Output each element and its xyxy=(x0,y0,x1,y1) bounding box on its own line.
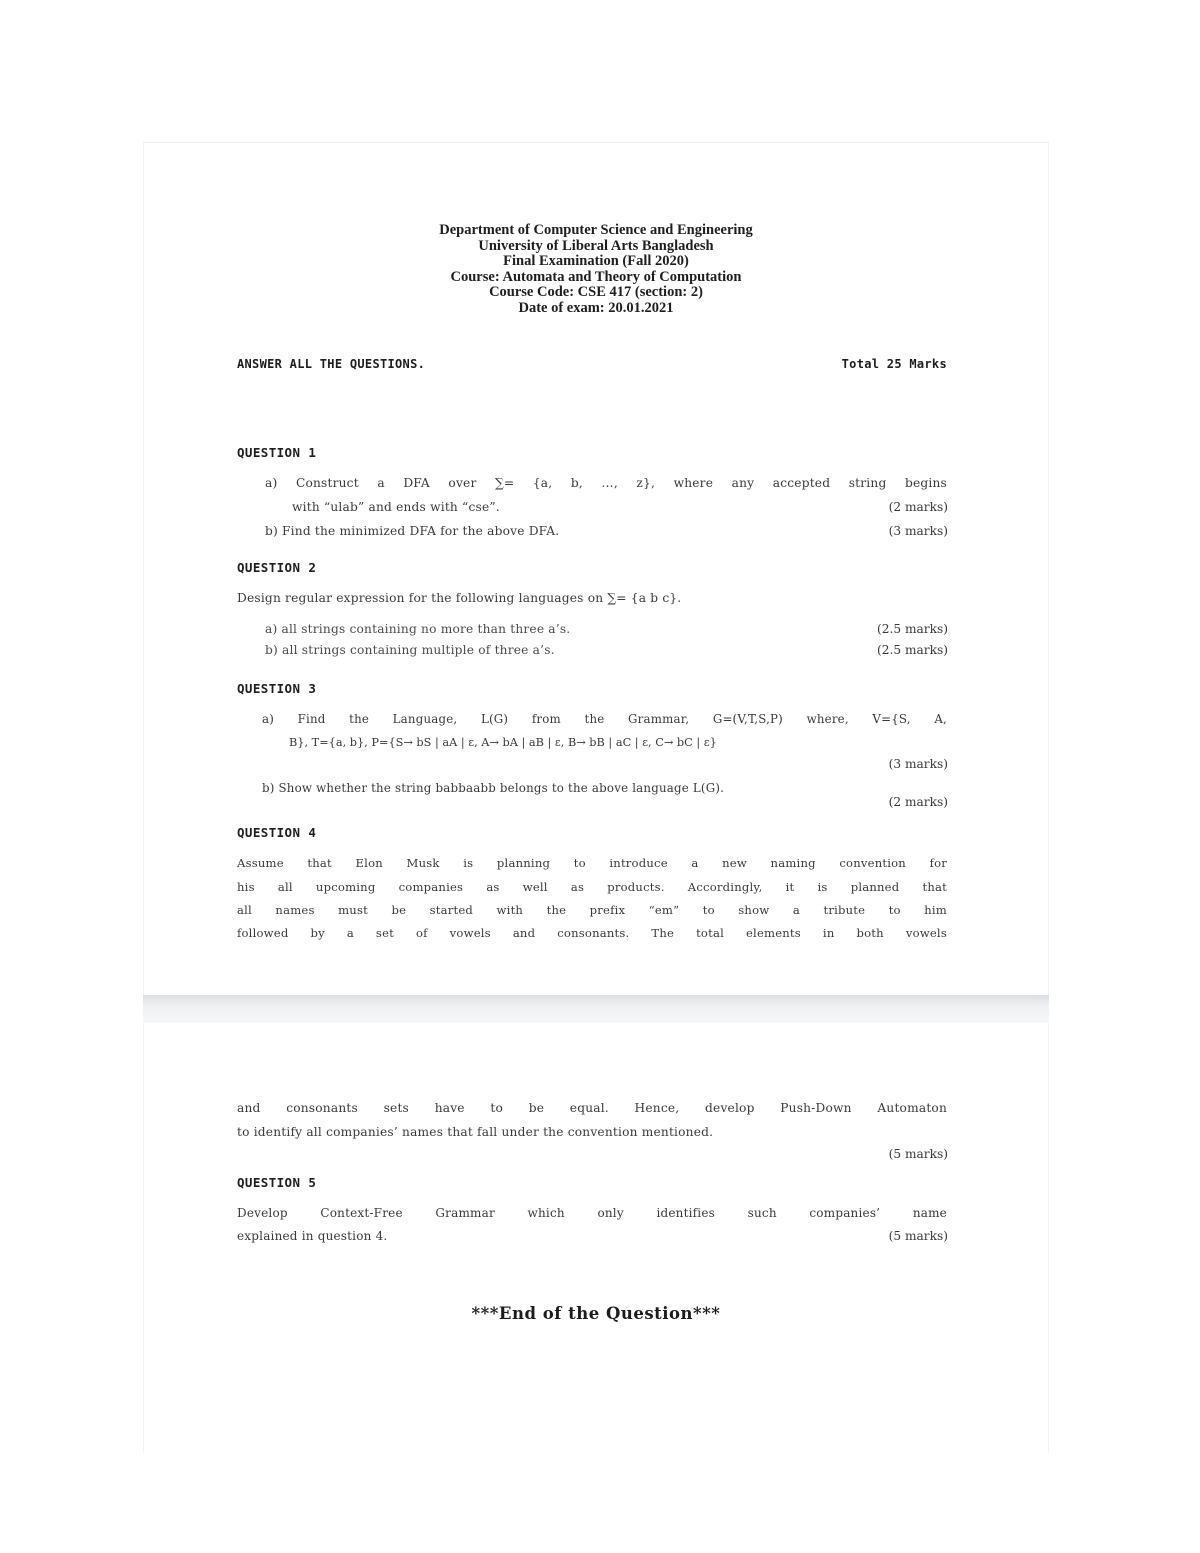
total-marks: Total 25 Marks xyxy=(841,357,947,371)
q3-part-a-marks: (3 marks) xyxy=(888,757,948,771)
question-1-title: QUESTION 1 xyxy=(237,445,317,460)
q2-part-a-marks: (2.5 marks) xyxy=(876,622,948,636)
university-name: University of Liberal Arts Bangladesh xyxy=(478,237,714,254)
q3-part-a-line2: B}, T={a, b}, P={S→ bS | aA | ε, A→ bA | aB | ε, B→ bB | aC | ε, C→ bC | ε} xyxy=(289,736,717,749)
q4-line3: all names must be started with the prefix “em” to show a tribute to him xyxy=(237,903,947,917)
question-4-title: QUESTION 4 xyxy=(237,825,317,840)
end-of-question: ***End of the Question*** xyxy=(471,1304,721,1323)
q1-part-a-line1: a) Construct a DFA over ∑= {a, b, …, z}, where any accepted string begins xyxy=(265,476,947,490)
q2-part-b-marks: (2.5 marks) xyxy=(876,643,948,657)
q4-line5: and consonants sets have to be equal. Hence, develop Push-Down Automaton xyxy=(237,1101,947,1115)
q4-line1: Assume that Elon Musk is planning to introduce a new naming convention for xyxy=(237,856,947,870)
exam-page-top xyxy=(143,142,1049,995)
q4-line4: followed by a set of vowels and consonants. The total elements in both vowels xyxy=(237,926,947,940)
question-5-title: QUESTION 5 xyxy=(237,1175,317,1190)
q5-line2: explained in question 4. xyxy=(237,1229,388,1243)
q3-part-a-line1: a) Find the Language, L(G) from the Grammar, G=(V,T,S,P) where, V={S, A, xyxy=(262,712,947,726)
q2-part-a: a) all strings containing no more than three a’s. xyxy=(265,622,571,636)
q5-marks: (5 marks) xyxy=(888,1229,948,1243)
course-code: Course Code: CSE 417 (section: 2) xyxy=(489,284,703,301)
q3-part-b: b) Show whether the string babbaabb belongs to the above language L(G). xyxy=(262,781,725,795)
q5-line1: Develop Context-Free Grammar which only identifies such companies’ name xyxy=(237,1206,947,1220)
q2-part-b: b) all strings containing multiple of three a’s. xyxy=(265,643,555,657)
department-title: Department of Computer Science and Engineering xyxy=(439,222,753,238)
question-3-title: QUESTION 3 xyxy=(237,681,317,696)
q4-line6: to identify all companies’ names that fall under the convention mentioned. xyxy=(237,1125,714,1139)
q1-part-a-marks: (2 marks) xyxy=(888,500,948,514)
q1-part-b: b) Find the minimized DFA for the above DFA. xyxy=(265,524,560,538)
exam-header xyxy=(144,223,1048,317)
q4-marks: (5 marks) xyxy=(888,1147,948,1161)
instructions-text: ANSWER ALL THE QUESTIONS. xyxy=(237,357,426,371)
course-name: Course: Automata and Theory of Computation xyxy=(450,268,742,285)
q4-line2: his all upcoming companies as well as products. Accordingly, it is planned that xyxy=(237,880,947,894)
instructions-row xyxy=(237,357,947,371)
q1-part-b-marks: (3 marks) xyxy=(888,524,948,538)
q1-part-a-line2: with “ulab” and ends with “cse”. xyxy=(292,500,500,514)
exam-date: Date of exam: 20.01.2021 xyxy=(518,299,674,316)
question-2-title: QUESTION 2 xyxy=(237,560,317,575)
q3-part-b-marks: (2 marks) xyxy=(888,795,948,809)
exam-title: Final Examination (Fall 2020) xyxy=(503,253,689,270)
q2-intro: Design regular expression for the following languages on ∑= {a b c}. xyxy=(237,591,682,605)
page-separator xyxy=(143,995,1049,1023)
exam-page-bottom xyxy=(143,1023,1049,1453)
